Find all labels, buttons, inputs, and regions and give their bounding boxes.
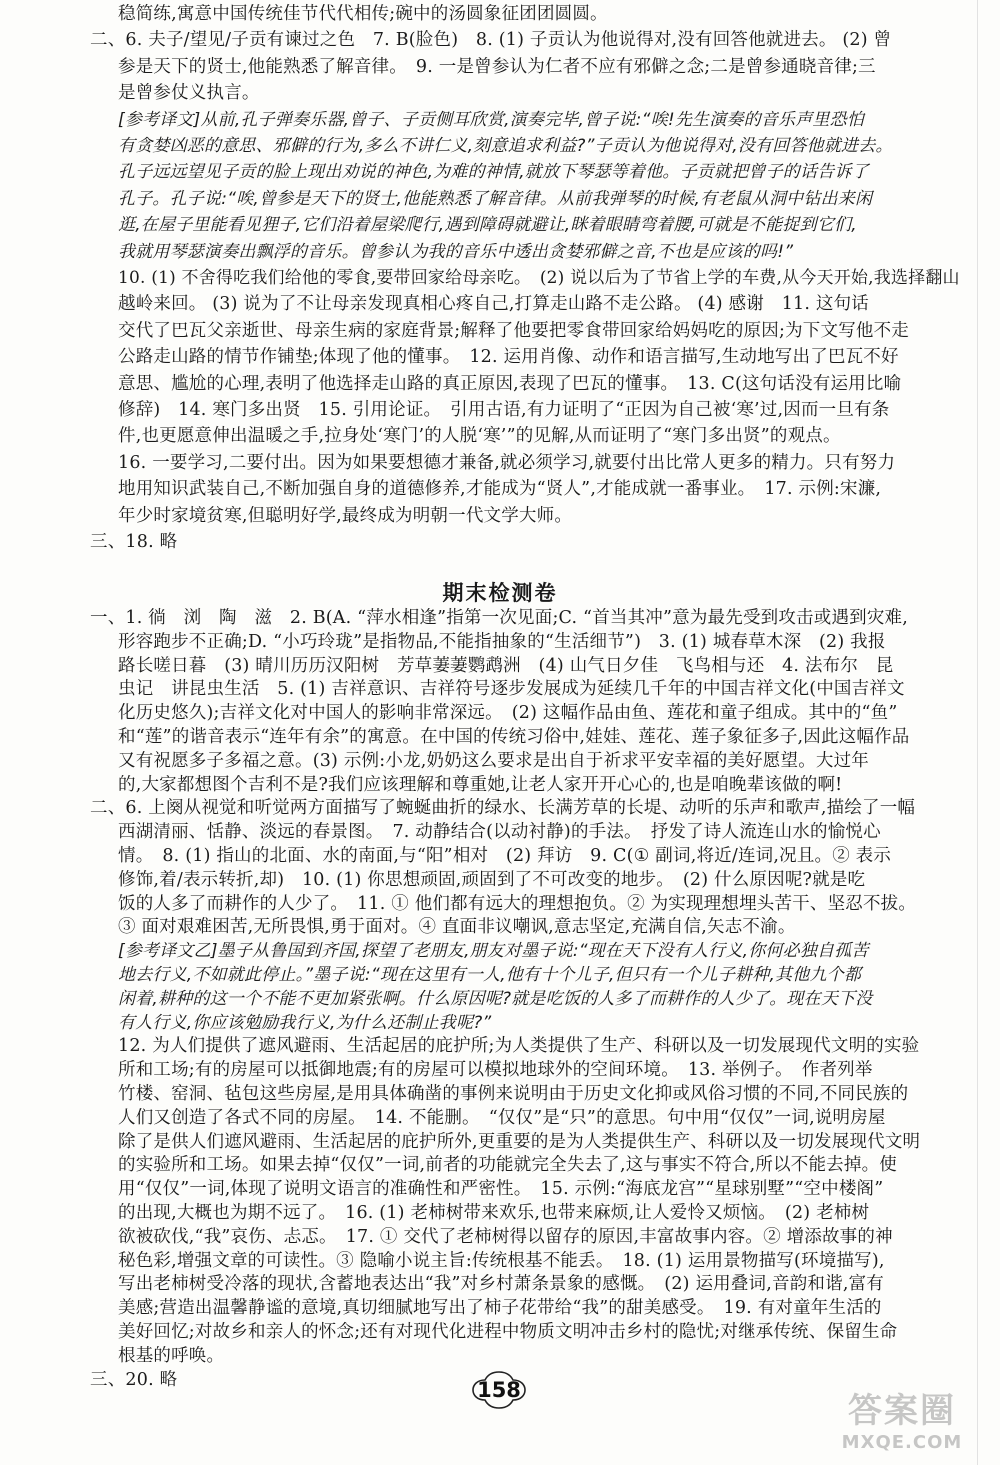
page-number: 158 [477, 1378, 521, 1402]
text-line: 12. 为人们提供了遮风避雨、生活起居的庇护所;为人类提供了生产、科研以及一切发展现代文明的实验 [118, 1036, 920, 1057]
watermark [822, 1383, 982, 1453]
text-line: 和“莲”的谐音表示“连年有余”的寓意。在中国的传统习俗中,娃娃、莲花、莲子象征多子,因此这幅作品 [118, 727, 910, 747]
text-line: 根基的呼唤。 [118, 1345, 225, 1366]
text-line: 西湖清丽、恬静、淡远的春景图。 7. 动静结合(以动衬静)的手法。 抒发了诗人流连山水的愉悦心 [118, 822, 881, 843]
text-line: 又有祝愿多子多福之意。(3) 示例:小龙,奶奶这么要求是出自于祈求平安幸福的美好愿望。大过年 [118, 750, 870, 771]
text-line: 二、6. 上阕从视觉和听觉两方面描写了蜿蜒曲折的绿水、长满芳草的长堤、动听的乐声和歌声,描绘了一幅 [90, 798, 916, 819]
text-line: 地去行义,不如就此停止。”墨子说:“现在这里有一人,他有十个儿子,但只有一个儿子耕种,其他九个都 [118, 965, 862, 985]
text-line: ③ 面对艰难困苦,无所畏惧,勇于面对。④ 直面非议嘲讽,意志坚定,充满自信,矢志不渝。 [118, 917, 796, 938]
text-line: 所和工场;有的房屋可以抵御地震;有的房屋可以模拟地球外的空间环境。 13. 举例子。 作者列举 [118, 1060, 873, 1081]
page-edge [977, 0, 978, 1465]
text-line: 路长嗟日暮 (3) 晴川历历汉阳树 芳草萋萋鹦鹉洲 (4) 山气日夕佳 飞鸟相与还 4. 法布尔 昆 [118, 655, 894, 676]
text-line: 的出现,大概也为期不远了。 16. (1) 老柿树带来欢乐,也带来麻烦,让人爱怜又烦恼。 (2) 老柿树 [118, 1203, 870, 1223]
text-line: 一、1. 徜 浏 陶 滋 2. B(A. “萍水相逢”指第一次见面;C. “首当其冲”意为最先受到攻击或遇到灾难, [90, 608, 909, 628]
text-line: 情。 8. (1) 指山的北面、水的南面,与“阳”相对 (2) 拜访 9. C(① 副词,将近/连词,况且。② 表示 [118, 846, 892, 866]
text-line: 年少时家境贫寒,但聪明好学,最终成为明朝一代文学大师。 [118, 505, 573, 526]
text-line: 修饰,着/表示转折,却) 10. (1) 你思想顽固,顽固到了不可改变的地步。 (2) 什么原因呢?就是吃 [118, 869, 866, 890]
text-line: 意思、尴尬的心理,表明了他选择走山路的真正原因,表现了巴瓦的懂事。 13. C(这句话没有运用比喻 [118, 373, 902, 394]
text-line: 有贪婪凶恶的意思、邪僻的行为,多么不讲仁义,刻意追求利益?”子贡认为他说得对,没有回答他就进去。 [118, 136, 893, 156]
text-line: 欲被砍伐,“我”哀伤、忐忑。 17. ① 交代了老柿树得以留存的原因,丰富故事内容。② 增添故事的神 [118, 1226, 893, 1247]
text-line: 地用知识武装自己,不断加强自身的道德修养,才能成为“贤人”,才能成就一番事业。 17. 示例:宋濂, [118, 479, 882, 500]
text-line: 的,大家都想图个吉利不是?我们应该理解和尊重她,让老人家开开心心的,也是咱晚辈该做的啊! [118, 774, 843, 795]
text-line: 二、6. 夫子/望见/子贡有谏过之色 7. B(脸色) 8. (1) 子贡认为他说得对,没有回答他就进去。 (2) 曾 [90, 30, 892, 51]
text-line: 稳简练,寓意中国传统佳节代代相传;碗中的汤圆象征团团圆圆。 [118, 4, 608, 24]
text-line: 的实验所和工场。如果去掉“仅仅”一词,前者的功能就完全失去了,这与事实不符合,所以不能去掉。使 [118, 1155, 897, 1176]
text-line: 写出老柿树受冷落的现状,含蓄地表达出“我”对乡村萧条景象的感慨。 (2) 运用叠词,音韵和谐,富有 [118, 1274, 884, 1295]
text-line: 化历史悠久);吉祥文化对中国人的影响非常深远。 (2) 这幅作品由鱼、莲花和童子组成。其中的“鱼” [118, 703, 898, 724]
text-line: 美感;营造出温馨静谧的意境,真切细腻地写出了柿子花带给“我”的甜美感受。 19. 有对童年生活的 [118, 1298, 882, 1319]
text-line: 孔子远远望见子贡的脸上现出劝说的神色,为难的神情,就放下琴瑟等着他。子贡就把曾子的话告诉了 [118, 162, 869, 183]
text-line: 三、20. 略 [90, 1369, 178, 1390]
text-line: 参是天下的贤士,他能熟悉了解音律。 9. 一是曾参认为仁者不应有邪僻之念;二是曾参通晓音律;三 [118, 56, 876, 77]
text-line: 闲着,耕种的这一个不能不更加紧张啊。什么原因呢?就是吃饭的人多了而耕作的人少了。现在天下没 [118, 988, 873, 1009]
text-line: 孔子。孔子说:“唉,曾参是天下的贤士,他能熟悉了解音律。从前我弹琴的时候,有老鼠从洞中钻出来闲 [118, 188, 873, 209]
text-line: 我就用琴瑟演奏出飘浮的音乐。曾参认为我的音乐中透出贪婪邪僻之音,不也是应该的吗!” [118, 241, 794, 262]
text-line: 虫记 讲昆虫生活 5. (1) 吉祥意识、吉祥符号逐步发展成为延续几千年的中国吉祥文化(中国吉祥文 [118, 679, 905, 700]
text-line: 美好回忆;对故乡和亲人的怀念;还有对现代化进程中物质文明冲击乡村的隐忧;对继承传统、保留生命 [118, 1322, 898, 1342]
text-line: 人们又创造了各式不同的房屋。 14. 不能删。 “仅仅”是“只”的意思。句中用“仅仅”一词,说明房屋 [118, 1107, 886, 1128]
text-line: 修辞) 14. 寒门多出贤 15. 引用论证。 引用古语,有力证明了“正因为自己被‘寒’过,因而一旦有条 [118, 400, 890, 420]
text-line: 饭的人多了而耕作的人少了。 11. ① 他们都有远大的理想抱负。② 为实现理想埋头苦干、坚忍不拔。 [118, 893, 917, 914]
text-line: 公路走山路的情节作铺垫;体现了他的懂事。 12. 运用肖像、动作和语言描写,生动地写出了巴瓦不好 [118, 347, 899, 368]
text-line: 交代了巴瓦父亲逝世、母亲生病的家庭背景;解释了他要把零食带回家给妈妈吃的原因;为下文写他不走 [118, 320, 909, 341]
text-line: 逛,在屋子里能看见狸子,它们沿着屋梁爬行,遇到障碍就避让,眯着眼睛弯着腰,可就是不能捉到它们, [118, 215, 857, 236]
text-line: 三、18. 略 [90, 532, 178, 552]
text-line: 越岭来回。 (3) 说为了不让母亲发现真相心疼自己,打算走山路不走公路。 (4) 感谢 11. 这句话 [118, 294, 869, 315]
text-line: 件,也更愿意伸出温暖之手,拉身处‘寒门’的人脱‘寒’”的见解,从而证明了“寒门多出贤”的观点。 [118, 426, 841, 447]
text-line: [参考译文]从前,孔子弹奏乐器,曾子、子贡侧耳欣赏,演奏完毕,曾子说:“唉!先生演奏的音乐声里恐怕 [118, 109, 865, 130]
watermark-url: MXQE.COM [841, 1432, 963, 1453]
text-line: 用“仅仅”一词,体现了说明文语言的准确性和严密性。 15. 示例:“海底龙宫”“星球别墅”“空中楼阁” [118, 1179, 884, 1200]
text-line: 秘色彩,增强文章的可读性。③ 隐喻小说主旨:传统根基不能丢。 18. (1) 运用景物描写(环境描写), [118, 1250, 885, 1271]
text-line: 除了是供人们遮风避雨、生活起居的庇护所外,更重要的是为人类提供生产、科研以及一切发展现代文明 [118, 1131, 921, 1152]
watermark-logo: 答案圈 [848, 1391, 956, 1431]
text-line: 有人行义,你应该勉励我行义,为什么还制止我呢?” [118, 1012, 492, 1033]
text-line: 竹楼、窑洞、毡包这些房屋,是用具体确凿的事例来说明由于历史文化抑或风俗习惯的不同,不同民族的 [118, 1084, 909, 1104]
text-line: 是曾参仗义执言。 [118, 83, 260, 104]
text-line: 16. 一要学习,二要付出。因为如果要想德才兼备,就必须学习,就要付出比常人更多的精力。只有努力 [118, 452, 896, 473]
text-line: [参考译文乙]墨子从鲁国到齐国,探望了老朋友,朋友对墨子说:“现在天下没有人行义,你何必独自孤苦 [118, 941, 869, 962]
text-line: 10. (1) 不舍得吃我们给他的零食,要带回家给母亲吃。 (2) 说以后为了节省上学的车费,从今天开始,我选择翻山 [118, 268, 960, 288]
page-number-badge [471, 1370, 527, 1410]
text-line: 形容跑步不正确;D. “小巧玲珑”是指物品,不能指抽象的“生活细节”) 3. (1) 城春草木深 (2) 我报 [118, 631, 886, 652]
section-title: 期末检测卷 [442, 581, 558, 605]
